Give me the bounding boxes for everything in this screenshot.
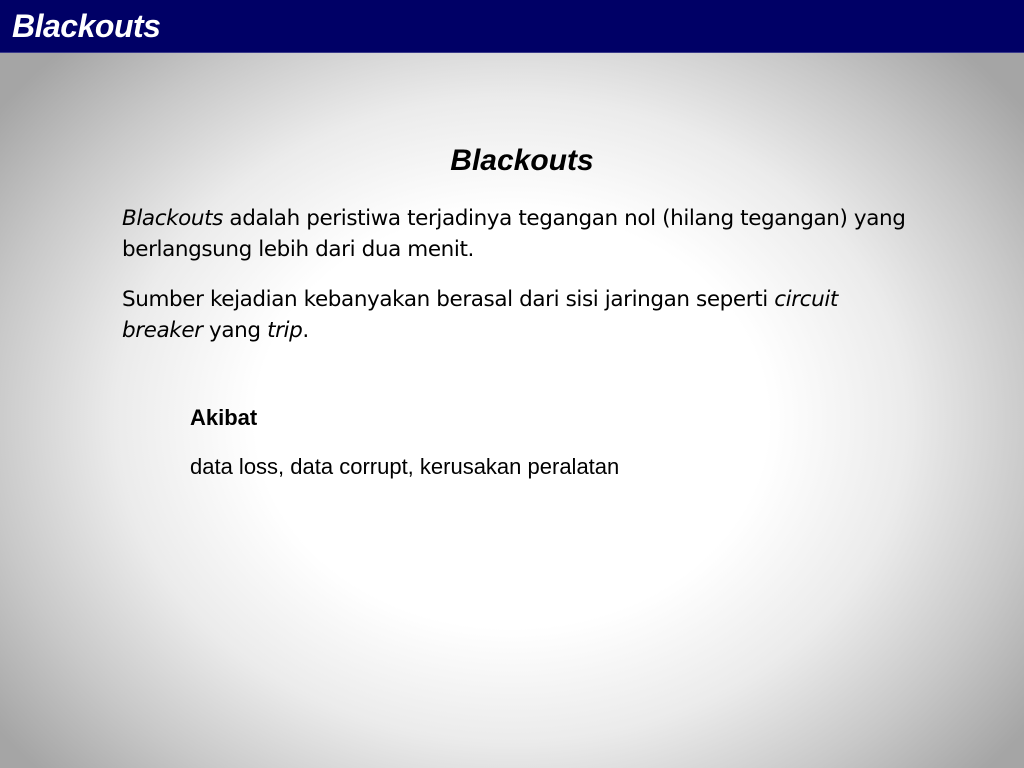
slide-title: Blackouts <box>12 8 161 44</box>
paragraph-source-term-trip: trip <box>267 318 303 343</box>
paragraph-definition <box>122 203 922 265</box>
content-heading: Blackouts <box>450 144 594 177</box>
paragraph-source-text-middle: yang <box>202 318 268 343</box>
paragraph-source-text-before: Sumber kejadian kebanyakan berasal dari sisi jaringan seperti <box>122 287 775 312</box>
paragraph-source <box>122 284 922 346</box>
effect-heading: Akibat <box>190 405 258 430</box>
title-bar <box>0 0 1024 53</box>
paragraph-source-term-circuit-breaker: circuit breaker <box>122 287 838 343</box>
paragraph-definition-lead: Blackouts <box>122 206 223 231</box>
paragraph-source-text-end: . <box>302 318 309 343</box>
paragraph-definition-text: adalah peristiwa terjadinya tegangan nol (hilang tegangan) yang berlangsung lebih dari dua menit. <box>122 206 906 262</box>
effect-text: data loss, data corrupt, kerusakan peralatan <box>190 454 620 479</box>
